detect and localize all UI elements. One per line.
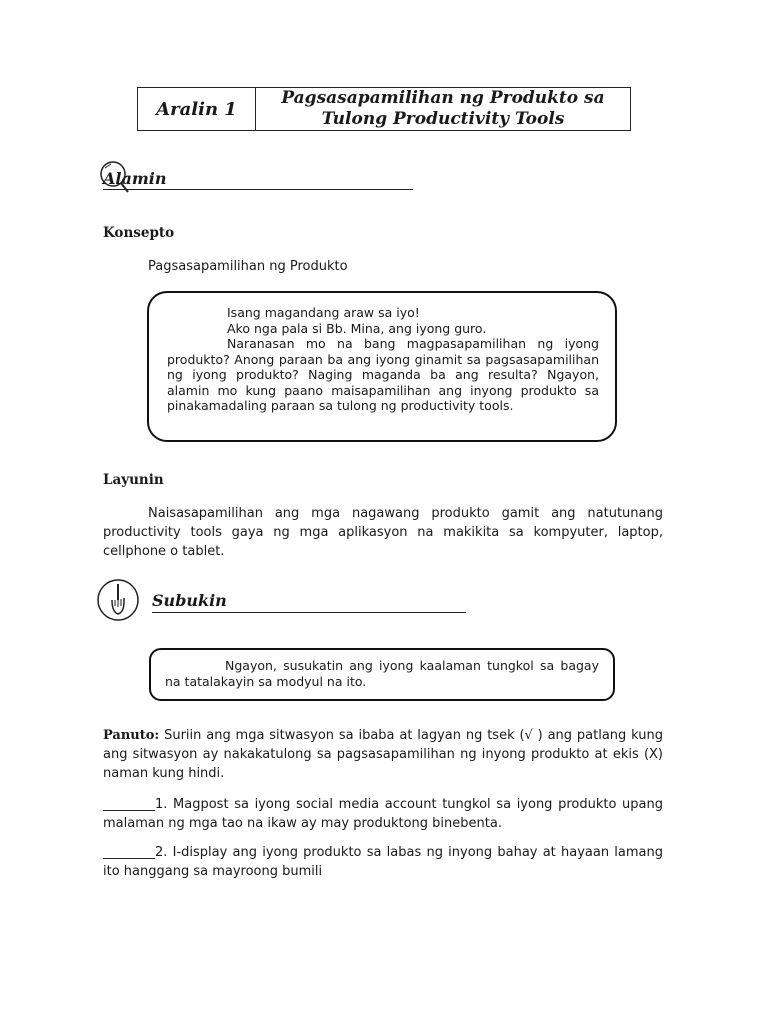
panuto-label: Panuto:	[103, 728, 160, 743]
subukin-callout	[149, 648, 615, 701]
alamin-heading: Alamin	[103, 169, 167, 188]
layunin-label: Layunin	[103, 472, 164, 488]
answer-blank-2[interactable]: ________	[103, 845, 155, 860]
teacher-greeting-callout	[147, 291, 617, 442]
konsepto-label: Konsepto	[103, 225, 175, 241]
lesson-header-table	[137, 87, 631, 131]
callout-greeting: Isang magandang araw sa iyo!	[227, 305, 420, 320]
panuto-text: Suriin ang mga sitwasyon sa ibaba at lagyan ng tsek (√ ) ang patlang kung ang sitwasyon ay nakakatulong sa pagsasapamilihan ng inyong produkto at ekis (X) naman kung hindi.	[103, 728, 663, 781]
quiz-item-2-text: 2. I-display ang iyong produkto sa labas ng inyong bahay at hayaan lamang ito hanggang sa mayroong bumili	[103, 845, 663, 879]
callout-intro: Ako nga pala si Bb. Mina, ang iyong guro.	[227, 320, 487, 336]
konsepto-topic: Pagsasapamilihan ng Produkto	[148, 259, 348, 274]
callout-body: Naranasan mo na bang magpasapamilihan ng iyong produkto? Anong paraan ba ang iyong ginamit sa pagsasapamilihan ng iyong produkto? Naging maganda ba ang resulta? Ngayon, alamin mo kung paano maisapamilihan ang inyong produkto sa pinakamadaling paraan sa tulong ng productivity tools.	[167, 336, 599, 413]
lesson-title: Pagsasapamilihan ng Produkto sa Tulong Productivity Tools	[281, 88, 605, 129]
subukin-underline	[152, 612, 466, 613]
pencil-hand-icon	[96, 578, 140, 626]
alamin-underline	[103, 189, 413, 190]
answer-blank-1[interactable]: ________	[103, 797, 155, 812]
quiz-item-2	[103, 843, 663, 881]
lesson-number: Aralin 1	[138, 88, 256, 130]
subukin-callout-text: Ngayon, susukatin ang iyong kaalaman tungkol sa bagay na tatalakayin sa modyul na ito.	[165, 658, 599, 689]
subukin-heading: Subukin	[152, 591, 227, 610]
quiz-item-1-text: 1. Magpost sa iyong social media account tungkol sa iyong produkto upang malaman ng mga tao na ikaw ay may produktong binebenta.	[103, 797, 663, 831]
quiz-item-1	[103, 795, 663, 833]
panuto-paragraph	[103, 726, 663, 783]
layunin-text: Naisasapamilihan ang mga nagawang produkto gamit ang natutunang productivity tools gaya ng mga aplikasyon na makikita sa kompyuter, laptop, cellphone o tablet.	[103, 506, 663, 559]
